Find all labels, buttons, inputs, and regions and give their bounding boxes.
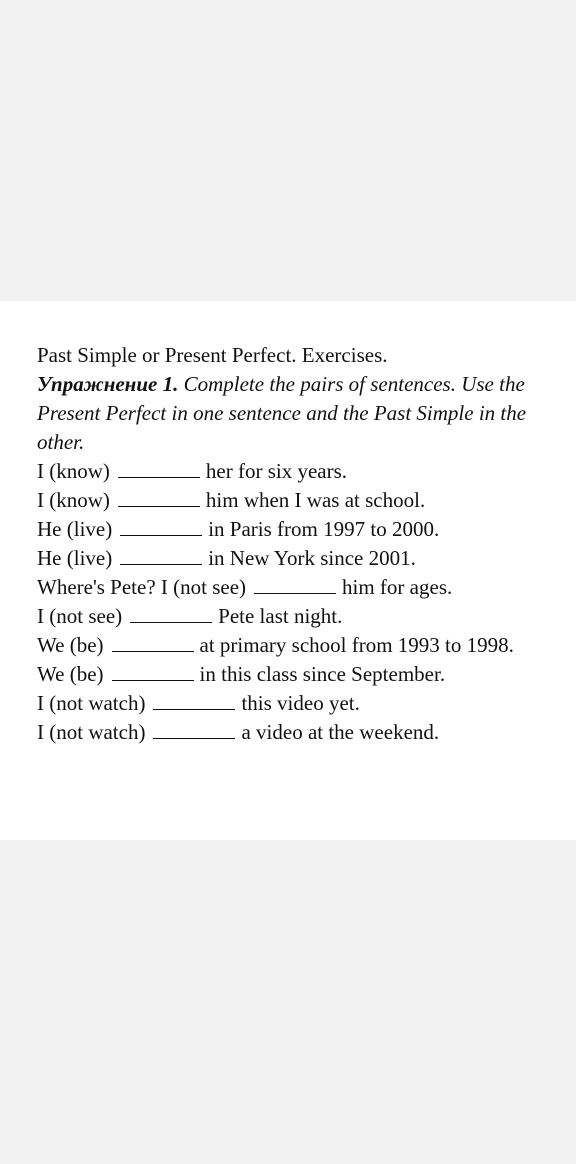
answer-blank[interactable] [118,460,200,478]
sentence-rest: in this class since September. [199,662,446,686]
sentence-6 [37,602,576,631]
sentence-prompt: He (live) [37,517,113,541]
sentence-7 [37,631,576,660]
sentence-rest: in New York since 2001. [208,546,416,570]
sentence-prompt: We (be) [37,633,104,657]
answer-blank[interactable] [120,547,202,565]
sentence-2 [37,486,576,515]
sentence-rest: him when I was at school. [205,488,426,512]
sentence-prompt: I (not watch) [37,691,146,715]
sentence-prompt: I (not see) [37,604,123,628]
instruction-line-1 [37,370,576,399]
answer-blank[interactable] [118,489,200,507]
answer-blank[interactable] [254,576,336,594]
sentence-rest: her for six years. [205,459,348,483]
sentence-rest: a video at the weekend. [241,720,440,744]
answer-blank[interactable] [112,663,194,681]
sentence-1 [37,457,576,486]
sentence-4 [37,544,576,573]
sentence-8 [37,660,576,689]
sentence-rest: Pete last night. [218,604,343,628]
exercise-label: Упражнение 1. [37,372,179,396]
answer-blank[interactable] [112,634,194,652]
sentence-rest: this video yet. [241,691,360,715]
sentence-prompt: I (not watch) [37,720,146,744]
sentence-rest: in Paris from 1997 to 2000. [208,517,440,541]
answer-blank[interactable] [130,605,212,623]
sentence-5 [37,573,576,602]
sentence-prompt: Where's Pete? I (not see) [37,575,247,599]
sentence-prompt: We (be) [37,662,104,686]
answer-blank[interactable] [153,692,235,710]
sentence-3 [37,515,576,544]
document-page [0,301,576,840]
instruction-line-3: other. [37,430,85,454]
instruction-text-1: Complete the pairs of sentences. Use the [178,372,525,396]
instruction-line-2: Present Perfect in one sentence and the Past Simple in the [37,401,527,425]
sentence-10 [37,718,576,747]
answer-blank[interactable] [153,721,235,739]
answer-blank[interactable] [120,518,202,536]
sentence-rest: him for ages. [342,575,453,599]
sentence-prompt: I (know) [37,488,110,512]
sentence-prompt: He (live) [37,546,113,570]
sentence-rest: at primary school from 1993 to 1998. [199,633,514,657]
exercise-content [37,341,576,747]
sentence-9 [37,689,576,718]
exercise-title: Past Simple or Present Perfect. Exercises. [37,343,388,367]
sentence-prompt: I (know) [37,459,110,483]
